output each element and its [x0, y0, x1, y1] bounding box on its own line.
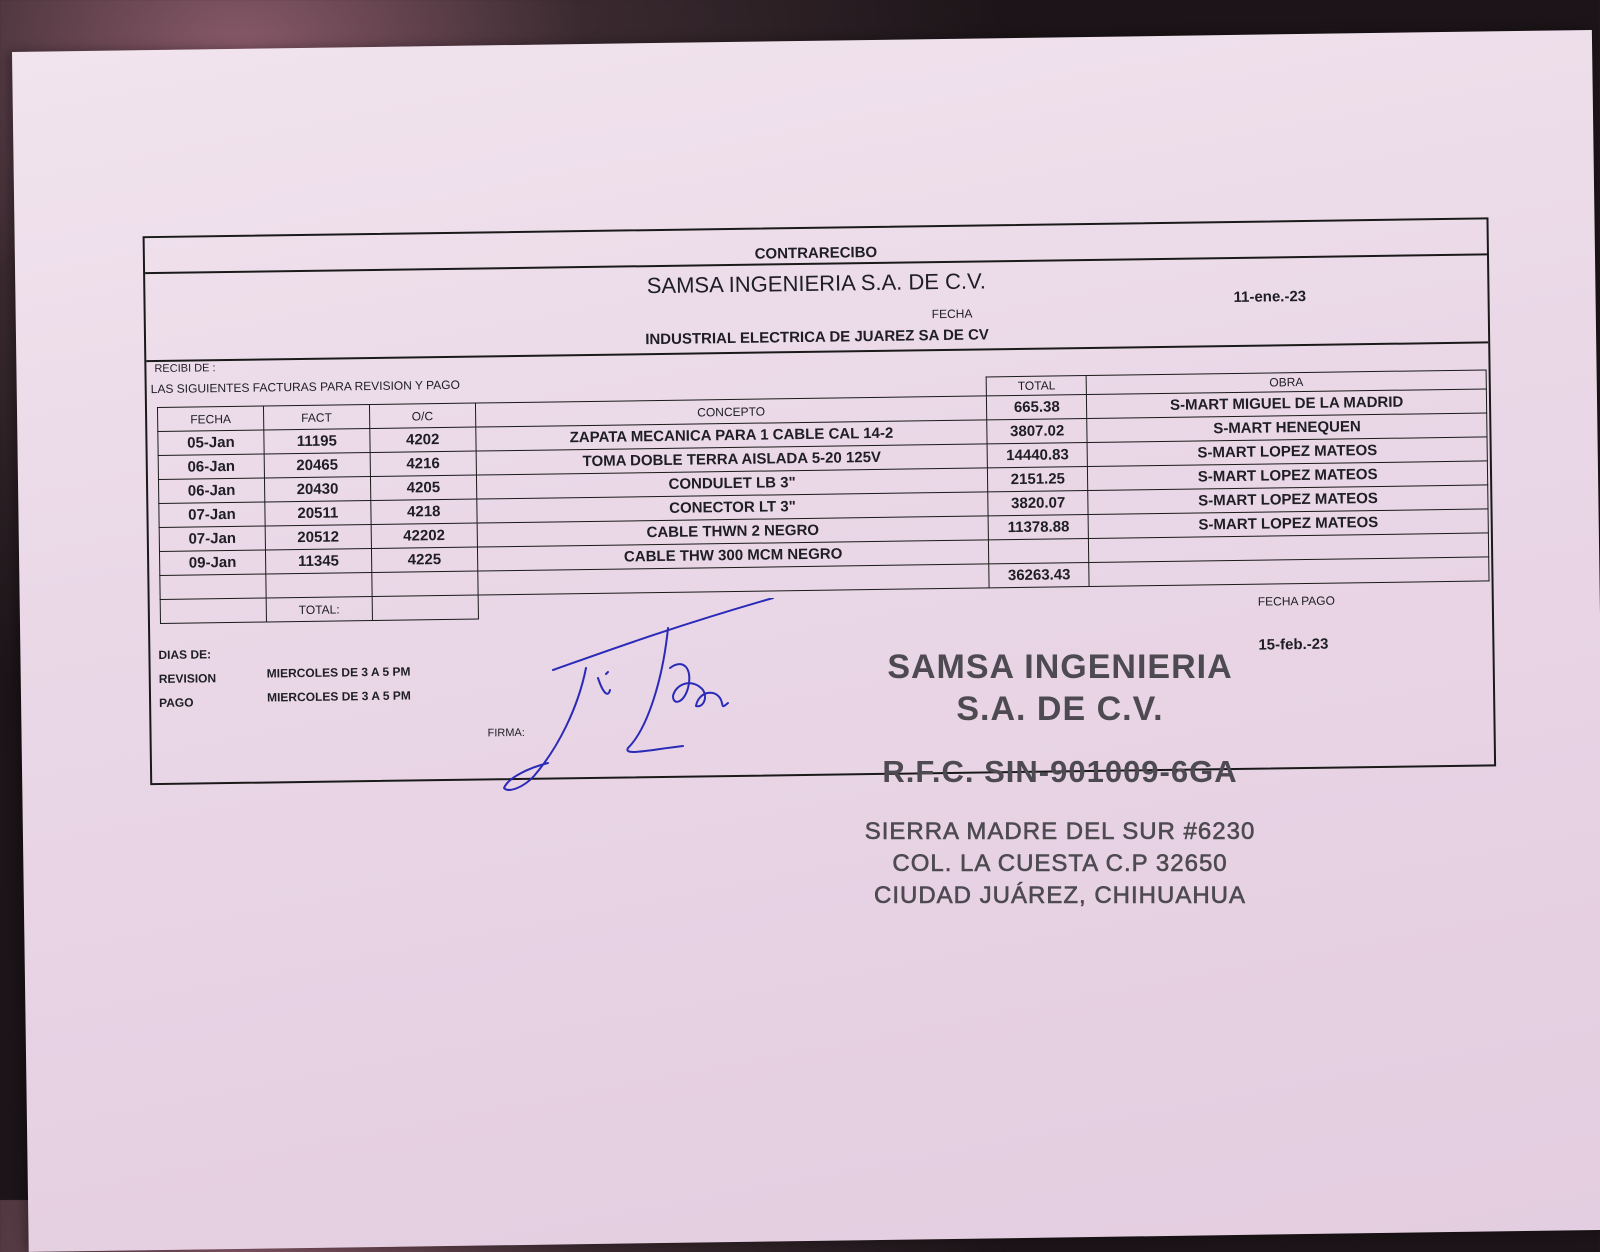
signature-mark	[498, 598, 788, 798]
table-cell: 20430	[264, 477, 370, 502]
receipt-box	[143, 217, 1497, 785]
table-cell	[989, 539, 1089, 564]
table-cell: 3807.02	[987, 419, 1087, 444]
table-cell: 42202	[371, 523, 477, 548]
table-cell: CABLE THWN 2 NEGRO	[477, 516, 989, 547]
table-cell: 4205	[370, 475, 476, 500]
table-cell: 665.38	[987, 395, 1087, 420]
revision-value: MIERCOLES DE 3 A 5 PM	[266, 664, 411, 681]
table-cell: 07-Jan	[159, 502, 265, 527]
revision-label: REVISION	[158, 671, 217, 687]
header-fact: FACT	[263, 405, 369, 430]
paper-sheet	[12, 30, 1600, 1252]
table-cell: 20465	[264, 453, 370, 478]
fecha-pago-label: FECHA PAGO	[1257, 593, 1336, 609]
stamp-address-3: CIUDAD JUÁREZ, CHIHUAHUA	[873, 882, 1247, 909]
stamp-company-line2: S.A. DE C.V.	[956, 690, 1164, 728]
table-cell: 2151.25	[988, 467, 1088, 492]
header-fecha: FECHA	[157, 406, 263, 431]
fecha-value: 11-ene.-23	[1233, 287, 1307, 306]
pago-label: PAGO	[159, 695, 194, 711]
intro-text: LAS SIGUIENTES FACTURAS PARA REVISION Y PAGO	[150, 377, 460, 397]
invoice-table	[157, 369, 1490, 624]
company-name: SAMSA INGENIERIA S.A. DE C.V.	[646, 268, 986, 299]
table-cell: 06-Jan	[158, 478, 264, 503]
table-cell: 11345	[265, 549, 371, 574]
table-cell: S-MART LOPEZ MATEOS	[1088, 461, 1488, 491]
table-cell: 07-Jan	[159, 526, 265, 551]
table-cell: 20512	[265, 525, 371, 550]
table-cell: ZAPATA MECANICA PARA 1 CABLE CAL 14-2	[476, 420, 988, 451]
document-title: CONTRARECIBO	[754, 243, 878, 263]
recibi-label: RECIBI DE :	[154, 362, 216, 376]
table-cell: 14440.83	[987, 443, 1087, 468]
table-cell: 4218	[371, 499, 477, 524]
table-cell: 11378.88	[988, 515, 1088, 540]
header-concepto: CONCEPTO	[475, 396, 987, 427]
table-cell: 05-Jan	[158, 430, 264, 455]
stamp-address-2: COL. LA CUESTA C.P 32650	[892, 850, 1228, 877]
table-cell: S-MART LOPEZ MATEOS	[1088, 509, 1488, 539]
client-name: INDUSTRIAL ELECTRICA DE JUAREZ SA DE CV	[645, 326, 989, 349]
table-cell: S-MART MIGUEL DE LA MADRID	[1087, 389, 1487, 419]
stamp-address-1: SIERRA MADRE DEL SUR #6230	[864, 818, 1256, 845]
table-cell: S-MART HENEQUEN	[1087, 413, 1487, 443]
table-cell: 4216	[370, 451, 476, 476]
firma-label: FIRMA:	[487, 726, 525, 740]
header-obra: OBRA	[1086, 370, 1486, 395]
table-cell: 06-Jan	[158, 454, 264, 479]
table-cell: 3820.07	[988, 491, 1088, 516]
grand-total: 36263.43	[989, 563, 1089, 588]
stamp-company-line1: SAMSA INGENIERIA	[887, 648, 1233, 686]
table-cell: 20511	[265, 501, 371, 526]
stamp-rfc: R.F.C. SIN-901009-6GA	[882, 754, 1238, 789]
fecha-label: FECHA	[931, 306, 973, 322]
table-cell: 4225	[371, 547, 477, 572]
pago-value: MIERCOLES DE 3 A 5 PM	[266, 688, 411, 705]
table-cell: CONDULET LB 3"	[476, 468, 988, 499]
header-total: TOTAL	[986, 376, 1086, 396]
table-cell: 11195	[264, 429, 370, 454]
fecha-pago-value: 15-feb.-23	[1258, 635, 1329, 654]
header-oc: O/C	[369, 403, 475, 428]
table-cell: 09-Jan	[159, 550, 265, 575]
table-cell: S-MART LOPEZ MATEOS	[1088, 485, 1488, 515]
table-cell: TOMA DOBLE TERRA AISLADA 5-20 125V	[476, 444, 988, 475]
table-cell: 4202	[370, 427, 476, 452]
dias-label: DIAS DE:	[158, 647, 212, 663]
table-cell: S-MART LOPEZ MATEOS	[1087, 437, 1487, 467]
total-label: TOTAL:	[266, 597, 372, 622]
table-cell: CONECTOR LT 3"	[477, 492, 989, 523]
table-cell: CABLE THW 300 MCM NEGRO	[477, 540, 989, 571]
